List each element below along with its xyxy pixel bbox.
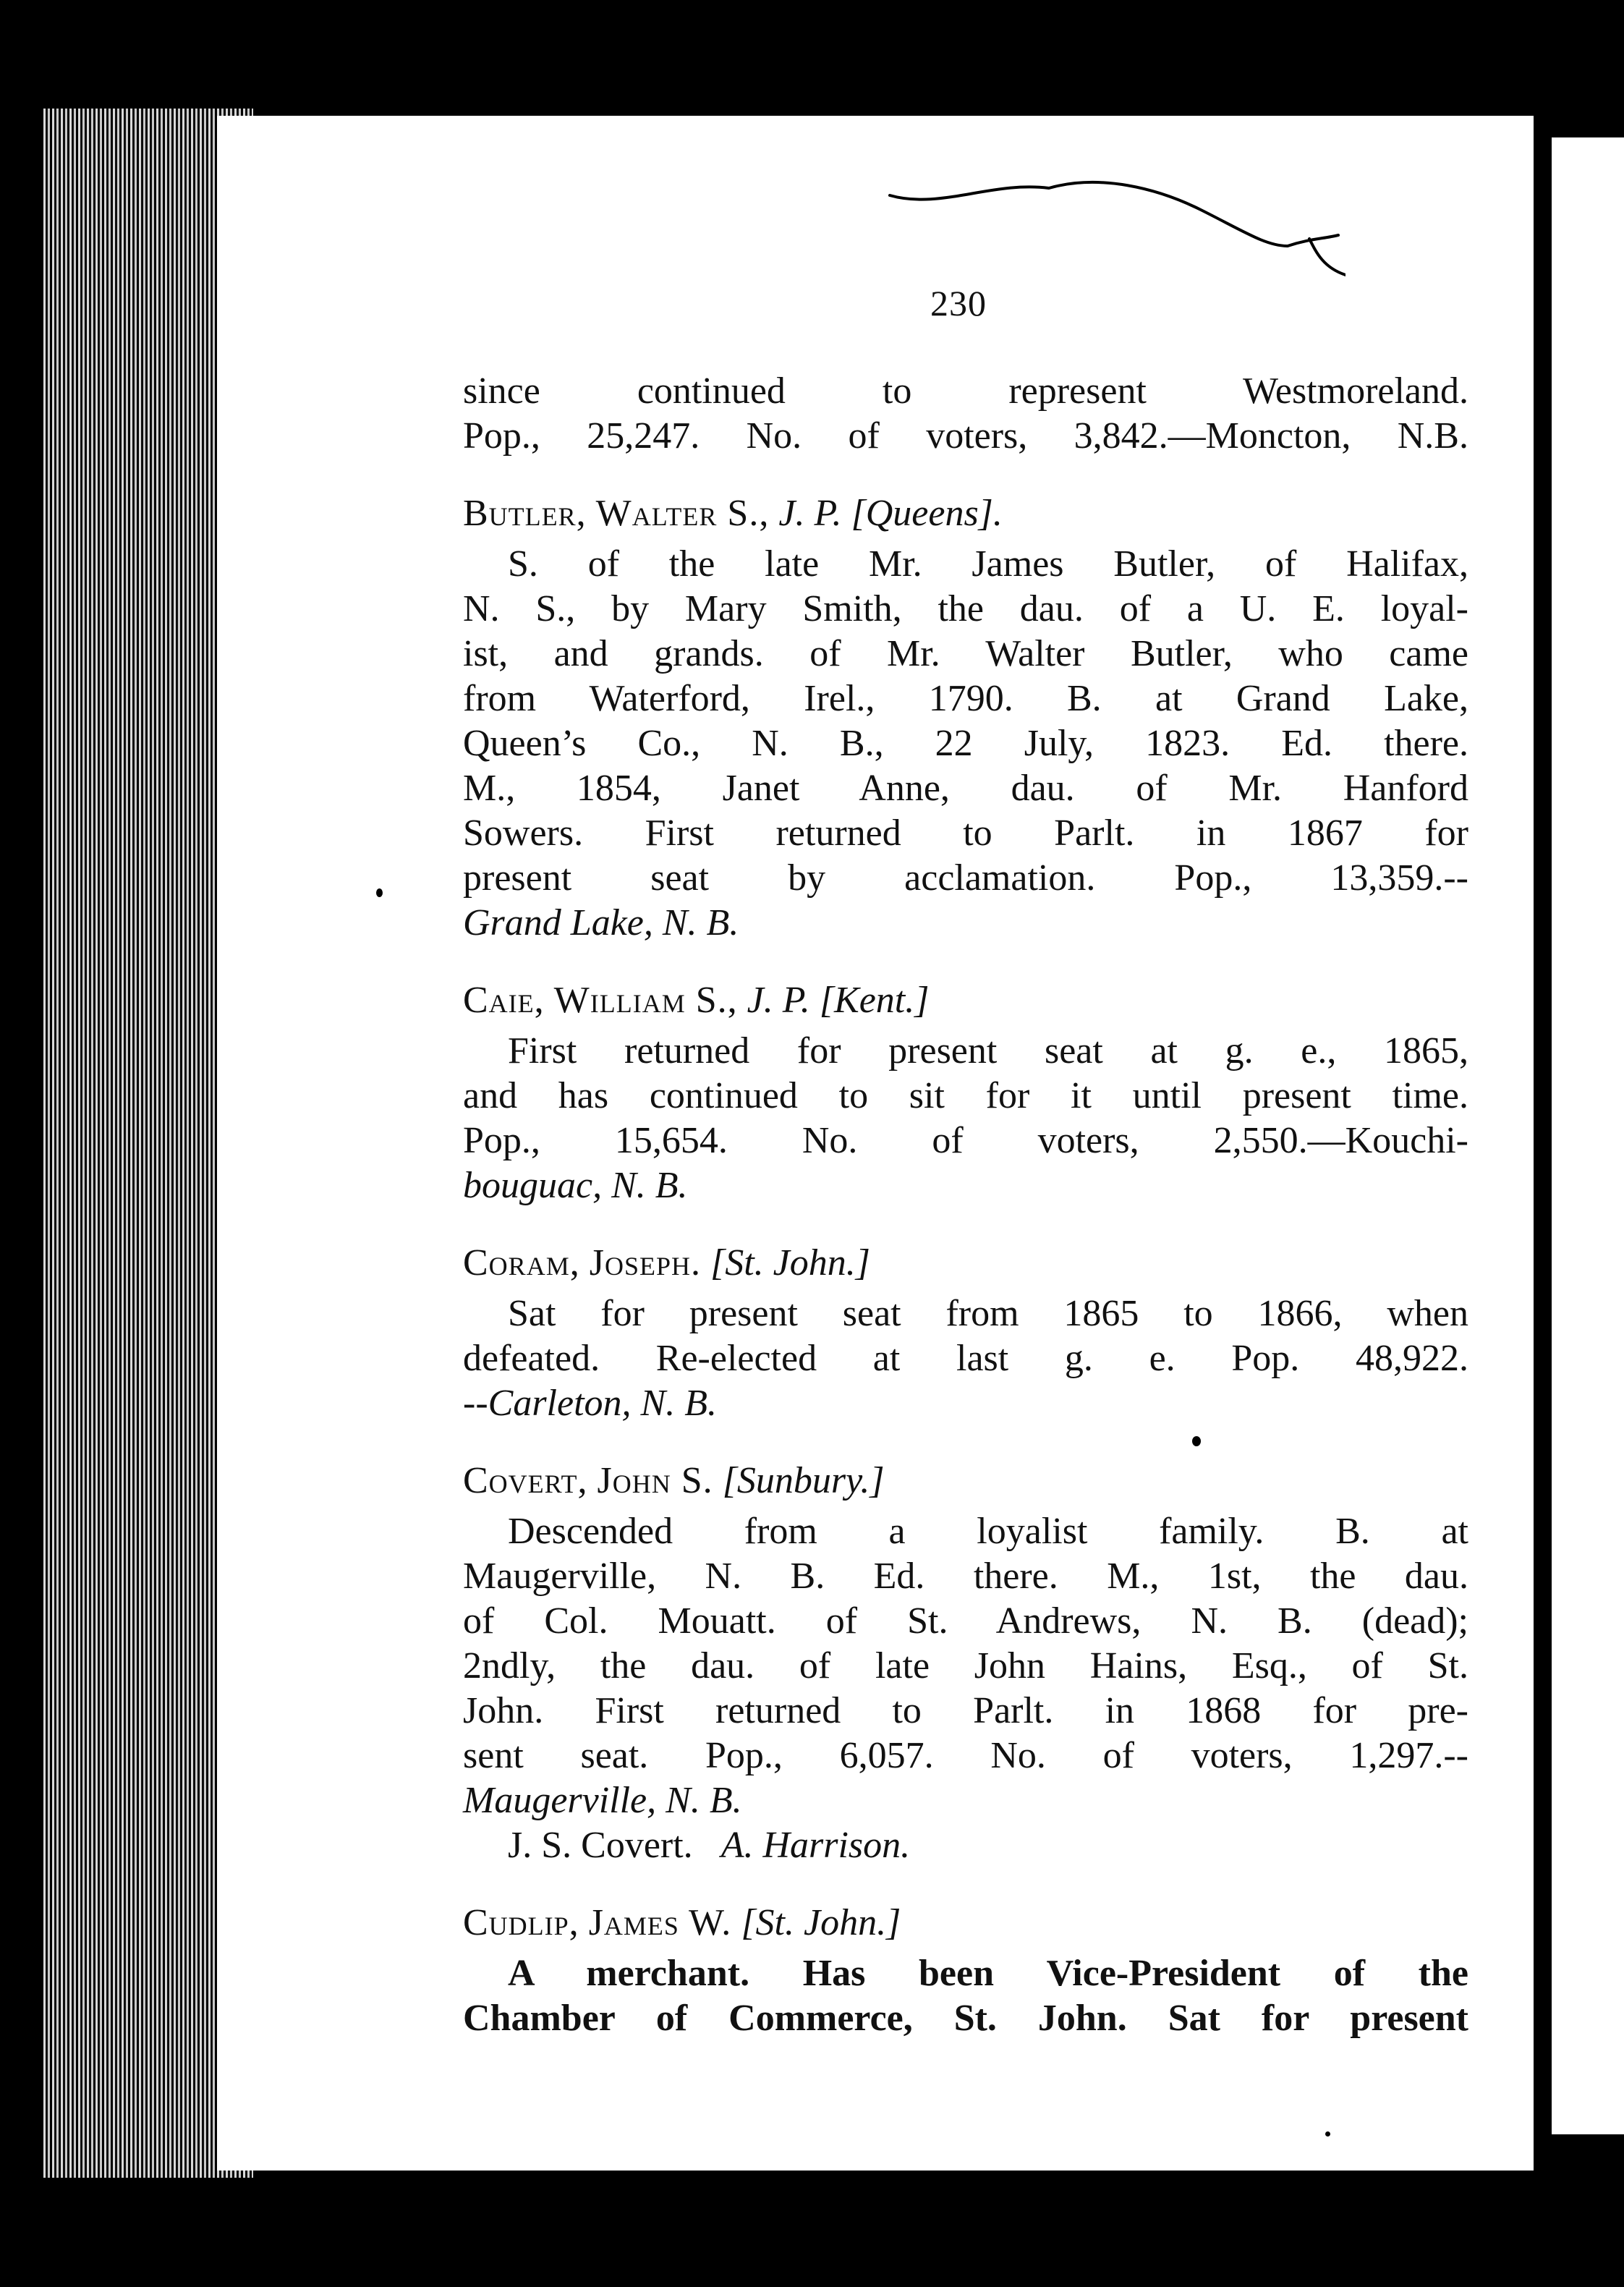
surname: Coram, — [463, 1242, 580, 1283]
entry-line: present seat by acclamation. Pop., 13,359.-- — [463, 857, 1468, 899]
ink-speck — [1192, 1436, 1201, 1446]
entry-line: Sowers. First returned to Parlt. in 1867 for — [463, 812, 1468, 854]
entry-cudlip — [463, 1901, 1468, 2041]
entry-heading — [463, 491, 1468, 536]
entry-coram — [463, 1241, 1468, 1426]
entry-covert — [463, 1459, 1468, 1868]
opening-line: Pop., 25,247. No. of voters, 3,842.—Moncton, N.B. — [463, 415, 1468, 457]
constituency: [St. John.] — [741, 1902, 901, 1943]
entry-line: of Col. Mouatt. of St. Andrews, N. B. (dead); — [463, 1600, 1468, 1642]
given-name: Walter S., — [595, 493, 770, 534]
entry-line: A merchant. Has been Vice-President of the — [508, 1953, 1468, 1994]
residence: Maugerville, N. B. — [463, 1780, 742, 1821]
constituency: [Queens]. — [851, 493, 1003, 534]
entry-butler — [463, 491, 1468, 946]
constituency: [Kent.] — [819, 980, 930, 1021]
page-number: 230 — [930, 283, 987, 323]
entry-line: ist, and grands. of Mr. Walter Butler, who came — [463, 633, 1468, 674]
entry-line: and has continued to sit for it until present time. — [463, 1075, 1468, 1116]
entry-line: Sat for present seat from 1865 to 1866, when — [508, 1293, 1468, 1334]
constituency: [St. John.] — [710, 1242, 870, 1283]
entry-heading — [463, 1459, 1468, 1503]
residence: Grand Lake, N. B. — [463, 902, 739, 943]
next-page-sliver — [1552, 137, 1624, 2134]
signature-italic: A. Harrison. — [720, 1825, 911, 1866]
entry-line: N. S., by Mary Smith, the dau. of a U. E. loyal- — [463, 588, 1468, 629]
honorific: J. P. — [747, 980, 810, 1021]
opening-line: since continued to represent Westmoreland. — [463, 370, 1468, 412]
surname: Cudlip, — [463, 1902, 579, 1943]
ink-speck — [1325, 2131, 1330, 2137]
entry-line: First returned for present seat at g. e., 1865, — [508, 1030, 1468, 1072]
entry-heading — [463, 978, 1468, 1023]
ink-speck — [376, 888, 383, 897]
entry-line: M., 1854, Janet Anne, dau. of Mr. Hanford — [463, 768, 1468, 809]
given-name: Joseph. — [589, 1242, 701, 1283]
signature-plain: J. S. Covert. — [508, 1825, 693, 1866]
surname: Caie, — [463, 980, 545, 1021]
entry-line: from Waterford, Irel., 1790. B. at Grand Lake, — [463, 678, 1468, 719]
entry-line: Maugerville, N. B. Ed. there. M., 1st, the dau. — [463, 1556, 1468, 1597]
entry-line: S. of the late Mr. James Butler, of Halifax, — [508, 543, 1468, 585]
entry-caie — [463, 978, 1468, 1208]
surname: Butler, — [463, 493, 587, 534]
entry-line: Descended from a loyalist family. B. at — [508, 1511, 1468, 1552]
page-content — [463, 369, 1468, 2041]
entry-line: sent seat. Pop., 6,057. No. of voters, 1,297.-- — [463, 1735, 1468, 1776]
entry-line: Chamber of Commerce, St. John. Sat for present — [463, 1998, 1468, 2039]
entry-heading — [463, 1901, 1468, 1946]
given-name: William S., — [553, 980, 738, 1021]
entry-heading — [463, 1241, 1468, 1286]
entry-line: John. First returned to Parlt. in 1868 for pre- — [463, 1690, 1468, 1731]
entry-line: Queen’s Co., N. B., 22 July, 1823. Ed. there. — [463, 723, 1468, 764]
signature-line — [463, 1823, 1468, 1868]
entry-line: 2ndly, the dau. of late John Hains, Esq., of St. — [463, 1645, 1468, 1686]
entry-line: defeated. Re-elected at last g. e. Pop. 48,922. — [463, 1338, 1468, 1379]
honorific: J. P. — [778, 493, 842, 534]
given-name: John S. — [597, 1460, 713, 1501]
residence: --Carleton, N. B. — [463, 1383, 717, 1424]
given-name: James W. — [588, 1902, 732, 1943]
residence: bouguac, N. B. — [463, 1165, 688, 1206]
page-gutter — [1537, 130, 1544, 2156]
entry-line: Pop., 15,654. No. of voters, 2,550.—Kouchi- — [463, 1120, 1468, 1161]
surname: Covert, — [463, 1460, 588, 1501]
constituency: [Sunbury.] — [722, 1460, 885, 1501]
